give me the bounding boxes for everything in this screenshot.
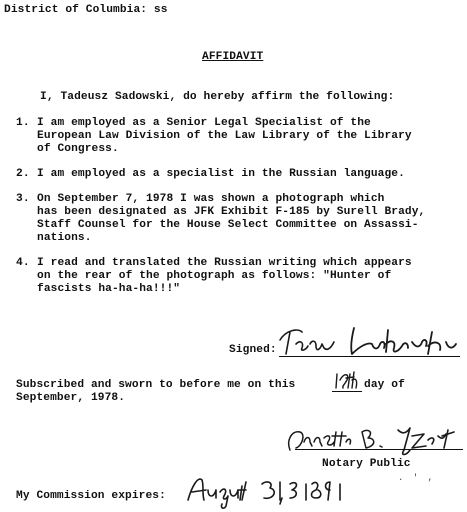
item-4-line-3: fascists ha-ha-ha!!!" [37,283,181,295]
item-4-line-1: I read and translated the Russian writing which appears [37,257,412,269]
affiant-signature [276,322,466,362]
intro-statement: I, Tadeusz Sadowski, do hereby affirm the following: [40,91,395,103]
notary-title: Notary Public [322,458,411,470]
item-3-line-2: has been designated as JFK Exhibit F-185 by Surell Brady, [37,206,426,218]
item-3-line-4: nations. [37,232,92,244]
item-3-line-3: Staff Counsel for the House Select Committee on Assassi- [37,219,419,231]
jurat-line-1-end: day of [364,379,405,391]
item-4-number: 4. [16,257,30,269]
item-1-line-2: European Law Division of the Law Library of the Library [37,130,412,142]
stray-marks: . ' , [398,473,436,483]
signed-label: Signed: [229,344,277,356]
jurat-day-handwritten [334,366,364,392]
notary-signature-line [295,449,463,450]
jurat-line-1-start: Subscribed and sworn to before me on this [16,379,296,391]
item-3-line-1: On September 7, 1978 I was shown a photograph which [37,193,385,205]
item-1-line-3: of Congress. [37,143,119,155]
item-1-number: 1. [16,117,30,129]
item-3-number: 3. [16,193,30,205]
item-2-line-1: I am employed as a specialist in the Russian language. [37,168,405,180]
jurisdiction-heading: District of Columbia: ss [4,4,168,16]
item-2-number: 2. [16,168,30,180]
item-4-line-2: on the rear of the photograph as follows: "Hunter of [37,270,392,282]
item-1-line-1: I am employed as a Senior Legal Specialist of the [37,117,371,129]
commission-date-handwritten [184,472,364,508]
notary-signature [282,420,462,460]
commission-label: My Commission expires: [16,490,166,502]
document-title: AFFIDAVIT [202,51,264,63]
jurat-line-2: September, 1978. [16,392,126,404]
